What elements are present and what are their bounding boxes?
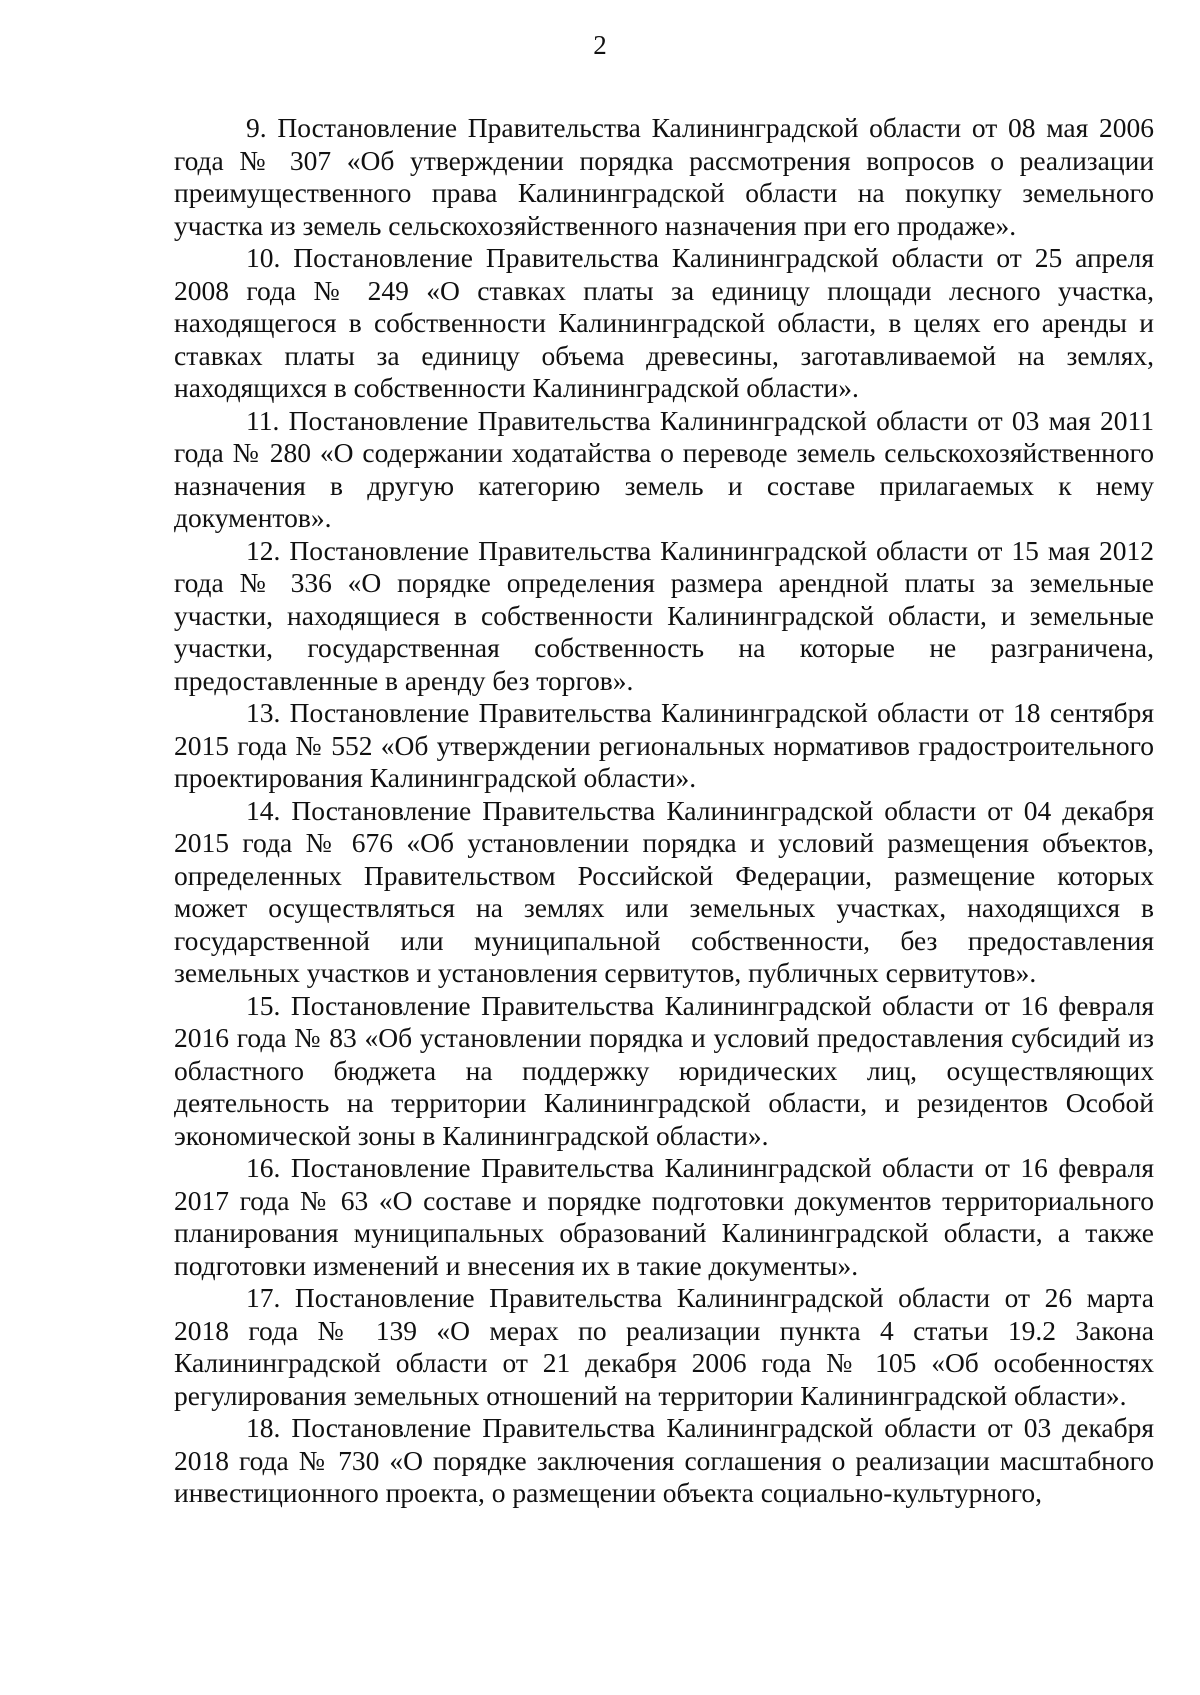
- list-item-14: 14. Постановление Правительства Калининградской области от 04 декабря 2015 года № 676 «Об установлении порядка и условий размещения объектов, определенных Правительством Российской Федерации, размещение которых может осуществляться на землях или земельных участках, находящихся в государственной или муниципальной собственности, без предоставления земельных участков и установления сервитутов, публичных сервитутов».: [174, 794, 1154, 988]
- list-item-10: 10. Постановление Правительства Калининградской области от 25 апреля 2008 года № 249 «О ставках платы за единицу площади лесного участка, находящегося в собственности Калининградской области, в целях его аренды и ставках платы за единицу объема древесины, заготавливаемой на землях, находящихся в собственности Калининградской области».: [174, 242, 1154, 403]
- list-item-15: 15. Постановление Правительства Калининградской области от 16 февраля 2016 года № 83 «Об установлении порядка и условий предоставления субсидий из областного бюджета на поддержку юридических лиц, осуществляющих деятельность на территории Калининградской области, и резидентов Особой экономической зоны в Калининградской области».: [174, 989, 1154, 1151]
- list-item-17: 17. Постановление Правительства Калининградской области от 26 марта 2018 года № 139 «О мерах по реализации пункта 4 статьи 19.2 Закона Калининградской области от 21 декабря 2006 года № 105 «Об особенностях регулирования земельных отношений на территории Калининградской области».: [174, 1282, 1154, 1411]
- list-item-13: 13. Постановление Правительства Калининградской области от 18 сентября 2015 года № 552 «Об утверждении региональных нормативов градостроительного проектирования Калининградской области».: [174, 697, 1154, 793]
- list-item-12: 12. Постановление Правительства Калининградской области от 15 мая 2012 года № 336 «О порядке определения размера арендной платы за земельные участки, находящиеся в собственности Калининградской области, и земельные участки, государственная собственность на которые не разграничена, предоставленные в аренду без торгов».: [174, 534, 1154, 696]
- page-number: 2: [593, 30, 607, 60]
- list-item-18: 18. Постановление Правительства Калининградской области от 03 декабря 2018 года № 730 «О порядке заключения соглашения о реализации масштабного инвестиционного проекта, о размещении объекта социально-культурного,: [174, 1412, 1154, 1508]
- list-item-16: 16. Постановление Правительства Калининградской области от 16 февраля 2017 года № 63 «О составе и порядке подготовки документов территориального планирования муниципальных образований Калининградской области, а также подготовки изменений и внесения их в такие документы».: [174, 1152, 1154, 1281]
- document-body: [174, 112, 1154, 1510]
- list-item-11: 11. Постановление Правительства Калининградской области от 03 мая 2011 года № 280 «О содержании ходатайства о переводе земель сельскохозяйственного назначения в другую категорию земель и составе прилагаемых к нему документов».: [174, 404, 1154, 533]
- list-item-9: 9. Постановление Правительства Калининградской области от 08 мая 2006 года № 307 «Об утверждении порядка рассмотрения вопросов о реализации преимущественного права Калининградской области на покупку земельного участка из земель сельскохозяйственного назначения при его продаже».: [174, 112, 1154, 241]
